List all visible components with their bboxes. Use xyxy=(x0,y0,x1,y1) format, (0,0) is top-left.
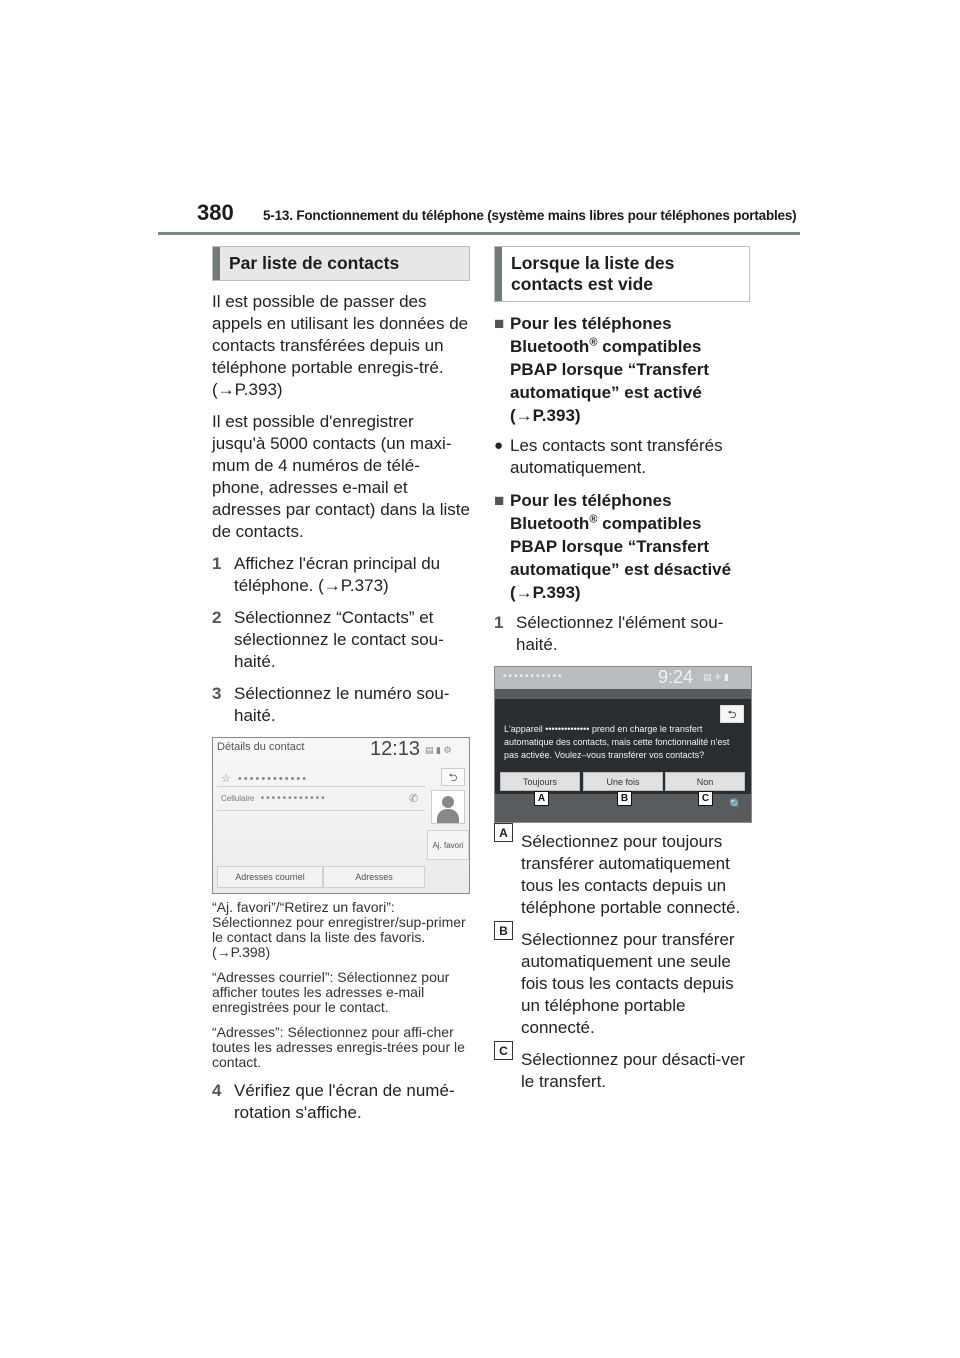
caption-email: “Adresses courriel”: Sélectionnez pour afficher toutes les adresses e-mail enregistrées pour le contact. xyxy=(212,969,450,1015)
clock: 12:13 xyxy=(370,738,421,760)
brand-name: Bluetooth xyxy=(510,337,590,356)
no-button[interactable]: Non xyxy=(665,772,745,791)
label-item-c xyxy=(494,1043,750,1093)
registered-mark: ® xyxy=(589,513,598,526)
search-icon[interactable]: 🔍 xyxy=(729,799,743,811)
step-text: Affichez l'écran principal du téléphone. (→P.373) xyxy=(234,554,441,595)
subheading-auto-on xyxy=(494,312,750,427)
label-text: Sélectionnez pour toujours transférer automatiquement tous les contacts depuis un téléphone portable connecté. xyxy=(521,832,741,917)
divider xyxy=(217,810,425,811)
divider xyxy=(217,786,425,787)
once-button[interactable]: Une fois xyxy=(583,772,663,791)
transfer-dialog-screenshot xyxy=(494,666,752,823)
device-name: ••••••••••• xyxy=(503,671,564,682)
right-column xyxy=(494,246,750,1103)
label-box: A xyxy=(494,823,513,842)
email-addresses-button[interactable]: Adresses courriel xyxy=(217,866,323,888)
phone-type-label: Cellulaire xyxy=(221,794,255,803)
dialog-message: L'appareil •••••••••••••• prend en charge le transfert automatique des contacts, mais cette fonctionnalité n'est pas activée. Voulez–vous transférer vos contacts? xyxy=(504,724,730,760)
label-box: B xyxy=(494,921,513,940)
always-button[interactable]: Toujours xyxy=(500,772,580,791)
square-bullet-icon: ■ xyxy=(494,491,505,510)
subheading-rest: compatibles PBAP lorsque “Transfert automatique” est activé (→P.393) xyxy=(510,337,710,425)
step-select-item xyxy=(494,612,750,656)
step-text: Sélectionnez le numéro sou-haité. xyxy=(234,684,450,725)
add-favorite-button[interactable]: Aj. favori xyxy=(427,830,469,860)
status-icons: ▤ ▮ ⚙ xyxy=(425,745,452,755)
running-head: 5-13. Fonctionnement du téléphone (système mains libres pour téléphones portables) xyxy=(263,208,797,223)
subheading-line: Pour les téléphones xyxy=(510,314,672,333)
phone-number: •••••••••••• xyxy=(260,793,327,804)
clock: 9:24 xyxy=(658,667,694,687)
section-title-contacts: Par liste de contacts xyxy=(212,246,470,281)
label-text: Sélectionnez pour désacti-ver le transfert. xyxy=(521,1050,745,1091)
square-bullet-icon: ■ xyxy=(494,314,505,333)
label-text: Sélectionnez pour transférer automatiquement une seule fois tous les contacts depuis un téléphone portable connecté. xyxy=(521,930,735,1037)
addresses-button[interactable]: Adresses xyxy=(323,866,425,888)
subheading-auto-off xyxy=(494,489,750,604)
back-icon[interactable]: ⮌ xyxy=(720,705,744,723)
step-1 xyxy=(212,553,470,597)
bullet-auto-transfer xyxy=(494,435,750,479)
step-3 xyxy=(212,683,470,727)
phone-icon: ✆ xyxy=(409,793,419,805)
brand-name: Bluetooth xyxy=(510,514,590,533)
subheading-rest: compatibles PBAP lorsque “Transfert automatique” est désactivé (→P.393) xyxy=(510,514,732,602)
step-text: Sélectionnez “Contacts” et sélectionnez le contact sou-haité. xyxy=(234,608,444,671)
step-number: 3 xyxy=(212,684,222,703)
callout-c: C xyxy=(698,791,713,806)
step-4 xyxy=(212,1080,470,1124)
caption-addresses: “Adresses”: Sélectionnez pour affi-cher toutes les adresses enregis-trées pour le contact. xyxy=(212,1024,465,1070)
status-icons: ▤ ✈ ▮ xyxy=(703,672,729,682)
label-item-b xyxy=(494,923,750,1039)
label-item-a xyxy=(494,825,750,919)
step-text: Sélectionnez l'élément sou-haité. xyxy=(516,613,724,654)
callout-a: A xyxy=(534,791,549,806)
step-number: 1 xyxy=(494,613,504,632)
contact-name-row: ☆ •••••••••••• xyxy=(221,773,309,785)
step-number: 1 xyxy=(212,554,222,573)
back-icon[interactable]: ⮌ xyxy=(441,768,465,786)
step-text: Vérifiez que l'écran de numé-rotation s'affiche. xyxy=(234,1081,455,1122)
bullet-text: Les contacts sont transférés automatiquement. xyxy=(510,436,723,477)
avatar-icon xyxy=(431,790,465,824)
round-bullet-icon: ● xyxy=(494,437,504,454)
registered-mark: ® xyxy=(589,336,598,349)
step-number: 4 xyxy=(212,1081,222,1100)
screen-title: Détails du contact xyxy=(217,741,305,753)
left-column xyxy=(212,246,470,1134)
header-rule xyxy=(158,232,800,235)
label-box: C xyxy=(494,1041,513,1060)
capacity-paragraph: Il est possible d'enregistrer jusqu'à 5000 contacts (un maxi-mum de 4 numéros de télé-phone, adresses e-mail et adresses par contact) dans la liste de contacts. xyxy=(212,412,470,541)
caption-favorite: “Aj. favori”/“Retirez un favori”: Sélectionnez pour enregistrer/sup-primer le contact dans la liste des favoris. (→P.398) xyxy=(212,899,466,960)
step-2 xyxy=(212,607,470,673)
step-number: 2 xyxy=(212,608,222,627)
contact-details-screenshot xyxy=(212,737,470,894)
subheading-line: Pour les téléphones xyxy=(510,491,672,510)
page-number: 380 xyxy=(197,200,234,225)
section-title-empty-list: Lorsque la liste des contacts est vide xyxy=(494,246,750,302)
phone-number-row[interactable] xyxy=(221,793,327,804)
intro-paragraph: Il est possible de passer des appels en utilisant les données de contacts transférées depuis un téléphone portable enregis-tré. (→P.393) xyxy=(212,292,469,399)
callout-b: B xyxy=(617,791,632,806)
